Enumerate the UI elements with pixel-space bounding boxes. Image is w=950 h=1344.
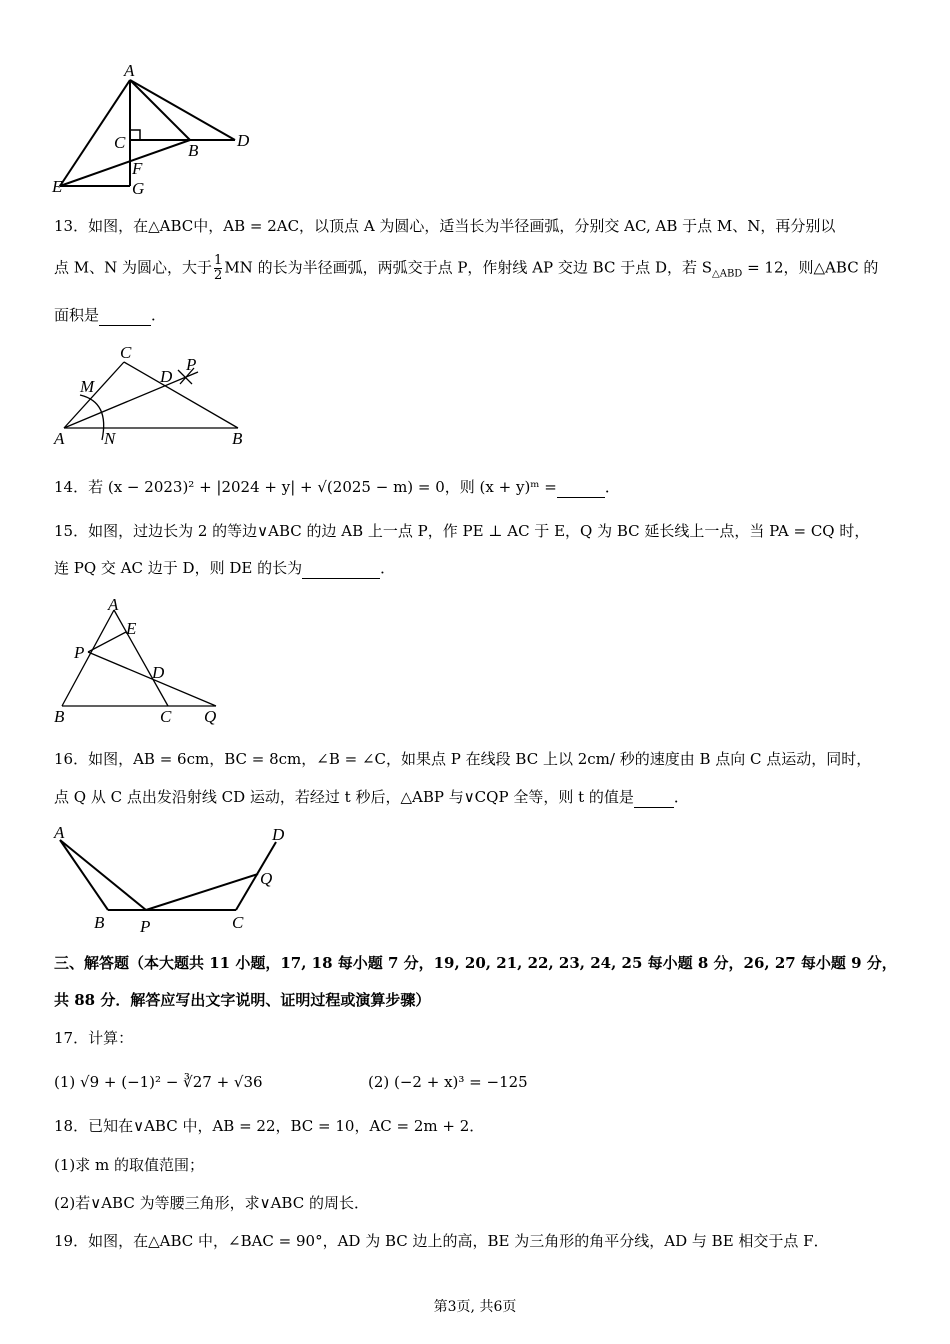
q17-title: 17．计算：: [54, 1029, 134, 1047]
fig15-label: B: [54, 707, 65, 726]
q18-part2: (2)若∨ABC 为等腰三角形，求∨ABC 的周长．: [54, 1194, 369, 1212]
q19-title: 19．如图，在△ABC 中，∠BAC = 90°，AD 为 BC 边上的高，BE 为三角形的角平分线，AD 与 BE 相交于点 F．: [54, 1232, 829, 1250]
q13-line3: 面积是 ．: [54, 306, 167, 324]
fig16-label: D: [272, 825, 285, 844]
answer-blank[interactable]: [634, 787, 674, 808]
q17-part2: (2) (−2 + x)³ = −125: [368, 1073, 528, 1091]
figure-q16: [50, 820, 300, 935]
answer-blank[interactable]: [557, 477, 605, 498]
fig16-label: Q: [260, 869, 273, 888]
q18-title: 18．已知在∨ABC 中，AB = 22，BC = 10，AC = 2m + 2．: [54, 1117, 485, 1135]
fig12-label: D: [237, 131, 250, 150]
fraction-one-half: $\frac{1}{2}$: [214, 253, 223, 283]
fig15-label: C: [160, 707, 172, 726]
q16-line2: 点 Q 从 C 点出发沿射线 CD 运动，若经过 t 秒后，△ABP 与∨CQP 全等，则 t 的值是 ．: [54, 788, 689, 806]
q18-part1: (1)求 m 的取值范围；: [54, 1156, 205, 1174]
fig12-label: A: [124, 61, 135, 80]
fig15-label: D: [152, 663, 165, 682]
page-number: 第3页, 共6页: [433, 1299, 517, 1315]
fig15-label: Q: [204, 707, 217, 726]
figure-q12: [50, 60, 260, 200]
fig15-label: P: [74, 643, 85, 662]
fig16-label: P: [140, 917, 151, 935]
q17-part1: (1) √9 + (−1)² − ∛27 + √36: [54, 1073, 263, 1091]
fig12-label: G: [132, 179, 145, 198]
figure-q15: [50, 596, 240, 726]
fig12-label: B: [188, 141, 199, 160]
fig16-label: B: [94, 913, 105, 932]
fig13-label: N: [104, 429, 116, 448]
answer-blank[interactable]: [99, 305, 151, 326]
fig13-label: C: [120, 343, 132, 362]
q13-line2: 点 M、N 为圆心，大于 $\frac{1}{2}$ MN 的长为半径画弧，两弧交于点 P，作射线 AP 交边 BC 于点 D，若 $S_{\triangle ABD} = 12$，则△ABC 的: [54, 253, 879, 283]
fig13-label: D: [160, 367, 173, 386]
fig12-label: F: [132, 159, 143, 178]
fig15-label: A: [108, 596, 119, 614]
q16-line1: 16．如图，AB = 6cm，BC = 8cm，∠B = ∠C，如果点 P 在线段 BC 上以 2cm/ 秒的速度由 B 点向 C 点运动，同时，: [54, 750, 872, 768]
fig13-label: P: [186, 355, 197, 374]
fig16-label: C: [232, 913, 244, 932]
q15-line2: 连 PQ 交 AC 边于 D，则 DE 的长为 ．: [54, 559, 396, 577]
fig13-label: M: [80, 377, 95, 396]
fig16-label: A: [54, 823, 65, 842]
figure-q13: [50, 340, 270, 450]
section-header: 三、解答题（本大题共 11 小题，17, 18 每小题 7 分，19, 20, 21, 22, 23, 24, 25 每小题 8 分，26, 27 每小题 9 分，: [54, 954, 897, 972]
fig13-label: B: [232, 429, 243, 448]
fig15-label: E: [126, 619, 137, 638]
fig13-label: A: [54, 429, 65, 448]
q15-line1: 15．如图，过边长为 2 的等边∨ABC 的边 AB 上一点 P，作 PE ⊥ AC 于 E，Q 为 BC 延长线上一点，当 PA = CQ 时，: [54, 522, 870, 540]
q14-line: 14．若 (x − 2023)² + |2024 + y| + √(2025 − m) = 0，则 (x + y)ᵐ = ．: [54, 478, 620, 496]
fig12-label: E: [52, 177, 63, 196]
q13-line1: 13．如图，在△ABC中，AB = 2AC，以顶点 A 为圆心，适当长为半径画弧，分别交 AC, AB 于点 M、N，再分别以: [54, 217, 836, 235]
section-header-line2: 共 88 分．解答应写出文字说明、证明过程或演算步骤）: [54, 991, 431, 1009]
answer-blank[interactable]: [302, 558, 380, 579]
fig12-label: C: [114, 133, 126, 152]
